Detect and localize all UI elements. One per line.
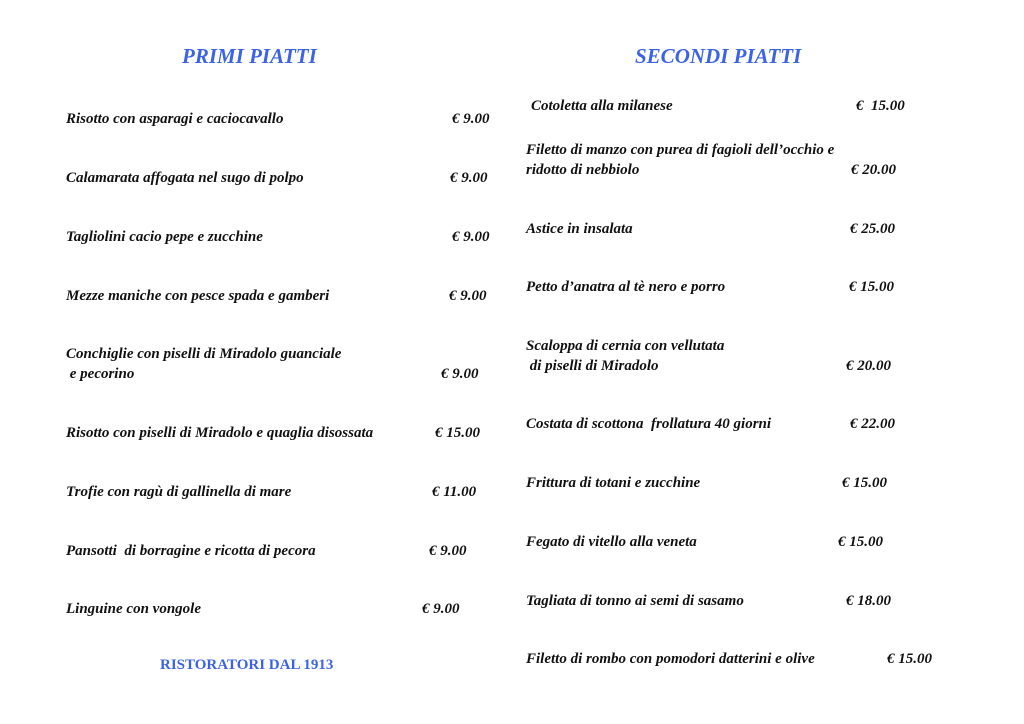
dish-price: € 9.00 [452,111,490,127]
dish-name: Tagliolini cacio pepe e zucchine [66,229,263,245]
dish-name: Astice in insalata [526,221,633,237]
dish-name-line-2: di piselli di Miradolo [526,358,659,374]
dish-name: Costata di scottona frollatura 40 giorni [526,416,772,432]
dish-name: Calamarata affogata nel sugo di polpo [66,170,304,186]
dish-name: Cotoletta alla milanese [531,98,673,114]
dish-price: € 18.00 [846,593,891,609]
dish-price: € 11.00 [432,484,477,500]
dish-price: € 9.00 [452,229,490,245]
dish-price: € 9.00 [422,601,460,617]
dish-name: Filetto di rombo con pomodori datterini e olive [526,651,815,667]
dish-name: Tagliata di tonno ai semi di sasamo [526,593,744,609]
dish-price: € 15.00 [435,425,480,441]
dish-name-line-1: Conchiglie con piselli di Miradolo guanciale [66,346,342,362]
dish-name: Risotto con piselli di Miradolo e quaglia disossata [66,425,374,441]
dish-name-line-2: e pecorino [66,366,135,382]
dish-price: € 9.00 [449,288,487,304]
dish-name-line-2: ridotto di nebbiolo [526,162,640,178]
dish-name: Pansotti di borragine e ricotta di pecora [66,543,316,559]
dish-name: Petto d’anatra al tè nero e porro [526,279,726,295]
dish-name: Mezze maniche con pesce spada e gamberi [66,288,330,304]
dish-price: € 9.00 [429,543,467,559]
dish-price: € 15.00 [838,534,883,550]
dish-price: € 15.00 [856,98,905,114]
dish-name-line-1: Filetto di manzo con purea di fagioli dell’occhio e [526,142,835,158]
dish-price: € 25.00 [850,221,895,237]
dish-price: € 20.00 [846,358,891,374]
dish-price: € 9.00 [450,170,488,186]
dish-name: Fegato di vitello alla veneta [526,534,697,550]
footer-tagline: RISTORATORI DAL 1913 [160,657,334,673]
dish-price: € 15.00 [842,475,887,491]
dish-name: Linguine con vongole [66,601,202,617]
dish-price: € 22.00 [850,416,895,432]
dish-name-line-1: Scaloppa di cernia con vellutata [526,338,725,354]
dish-name: Frittura di totani e zucchine [526,475,701,491]
secondi-piatti-heading: SECONDI PIATTI [635,44,802,68]
dish-price: € 15.00 [887,651,932,667]
dish-price: € 15.00 [849,279,894,295]
dish-name: Trofie con ragù di gallinella di mare [66,484,292,500]
dish-price: € 20.00 [851,162,896,178]
primi-piatti-heading: PRIMI PIATTI [182,44,317,68]
dish-price: € 9.00 [441,366,479,382]
dish-name: Risotto con asparagi e caciocavallo [66,111,284,127]
